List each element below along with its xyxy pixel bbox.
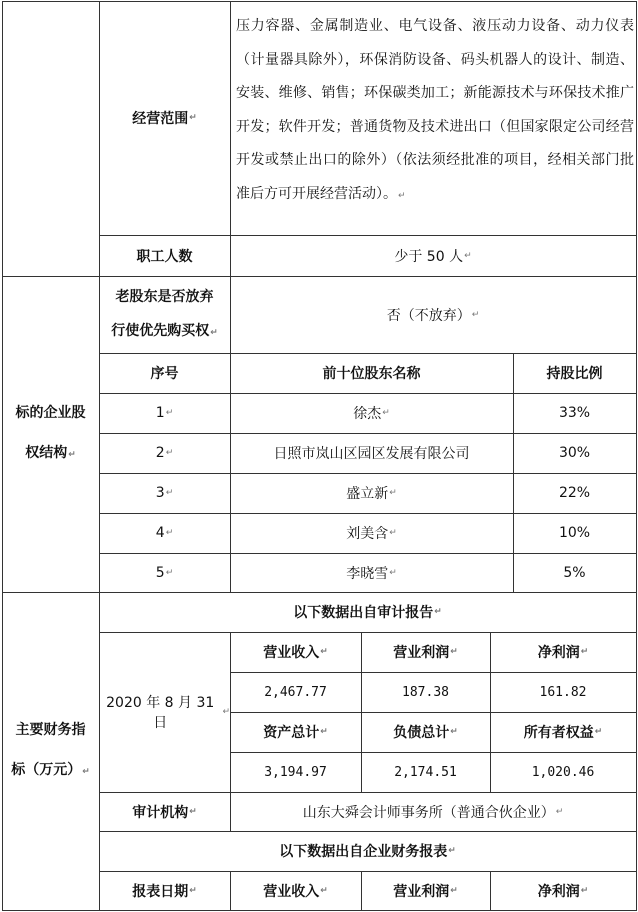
shareholder-no: 4 ↵ [155, 525, 174, 541]
operating-profit-header-2: 营业利润 ↵ [393, 883, 458, 900]
shareholder-name-header: 前十位股东名称 [322, 366, 421, 382]
shareholding-ratio: 22% [558, 485, 591, 501]
net-profit-header-2: 净利润 ↵ [537, 883, 589, 900]
auditor-value: 山东大舜会计师事务所（普通合伙企业） ↵ [302, 804, 564, 821]
employees-value: 少于 50 人 ↵ [394, 248, 472, 265]
total-assets-value: 3,194.97 [264, 764, 327, 780]
shareholder-name: 李晓雪 ↵ [346, 565, 397, 582]
operating-profit-header: 营业利润 ↵ [393, 645, 458, 661]
revenue-value: 2,467.77 [264, 684, 327, 700]
net-profit-value: 161.82 [539, 684, 587, 700]
shareholder-name: 刘美含 ↵ [346, 526, 397, 542]
preemption-value: 否（不放弃） ↵ [386, 307, 480, 324]
shareholder-name: 日照市岚山区园区发展有限公司 [273, 446, 470, 462]
shareholder-no-header: 序号 [150, 366, 179, 382]
operating-profit-value: 187.38 [402, 684, 449, 700]
total-assets-header: 资产总计 ↵ [263, 725, 328, 741]
shareholder-no: 5 ↵ [155, 564, 174, 581]
financials-section-label: 主要财务指 标（万元）↵ [11, 722, 90, 778]
financial-statement-title: 以下数据出自企业财务报表 ↵ [279, 844, 456, 860]
shareholder-name: 徐杰 ↵ [353, 406, 390, 422]
shareholder-no: 2 ↵ [155, 445, 174, 461]
net-profit-header: 净利润 ↵ [537, 645, 589, 661]
business-scope-label: 经营范围 ↵ [132, 111, 197, 127]
shareholder-no: 1 ↵ [155, 405, 174, 421]
equity-section-label: 标的企业股 权结构↵ [15, 405, 86, 461]
preemption-label: 老股东是否放弃 行使优先购买权↵ [111, 288, 218, 339]
audit-report-title: 以下数据出自审计报告 ↵ [293, 605, 442, 621]
owner-equity-header: 所有者权益 ↵ [523, 725, 603, 741]
total-liabilities-header: 负债总计 ↵ [393, 725, 458, 741]
business-scope-text: 压力容器、金属制造业、电气设备、液压动力设备、动力仪表（计量器具除外），环保消防设备、码头机器人的设计、制造、安装、维修、销售；环保碳类加工；新能源技术与环保技术推广开发；软件开发；普通货物及技术进出口（但国家限定公司经营开发或禁止出口的除外）（依法须经批准的项目，经相关部门批准后方可开展经营活动）。↵ [236, 18, 634, 202]
shareholding-ratio: 30% [558, 445, 591, 461]
shareholding-ratio: 33% [558, 405, 591, 421]
revenue-header: 营业收入 ↵ [263, 645, 328, 661]
owner-equity-value: 1,020.46 [531, 764, 595, 780]
total-liabilities-value: 2,174.51 [394, 764, 457, 780]
revenue-header-2: 营业收入 ↵ [263, 883, 328, 900]
shareholding-ratio: 10% [558, 525, 591, 541]
shareholding-ratio-header: 持股比例 [546, 366, 603, 382]
report-date: 2020 年 8 月 31 日 ↵ [106, 695, 230, 731]
shareholder-name: 盛立新 ↵ [346, 486, 397, 502]
report-date-header: 报表日期 ↵ [132, 883, 197, 900]
shareholder-no: 3 ↵ [155, 485, 174, 501]
employees-label: 职工人数 [136, 248, 193, 265]
auditor-label: 审计机构 ↵ [132, 804, 197, 821]
shareholding-ratio: 5% [563, 564, 586, 581]
